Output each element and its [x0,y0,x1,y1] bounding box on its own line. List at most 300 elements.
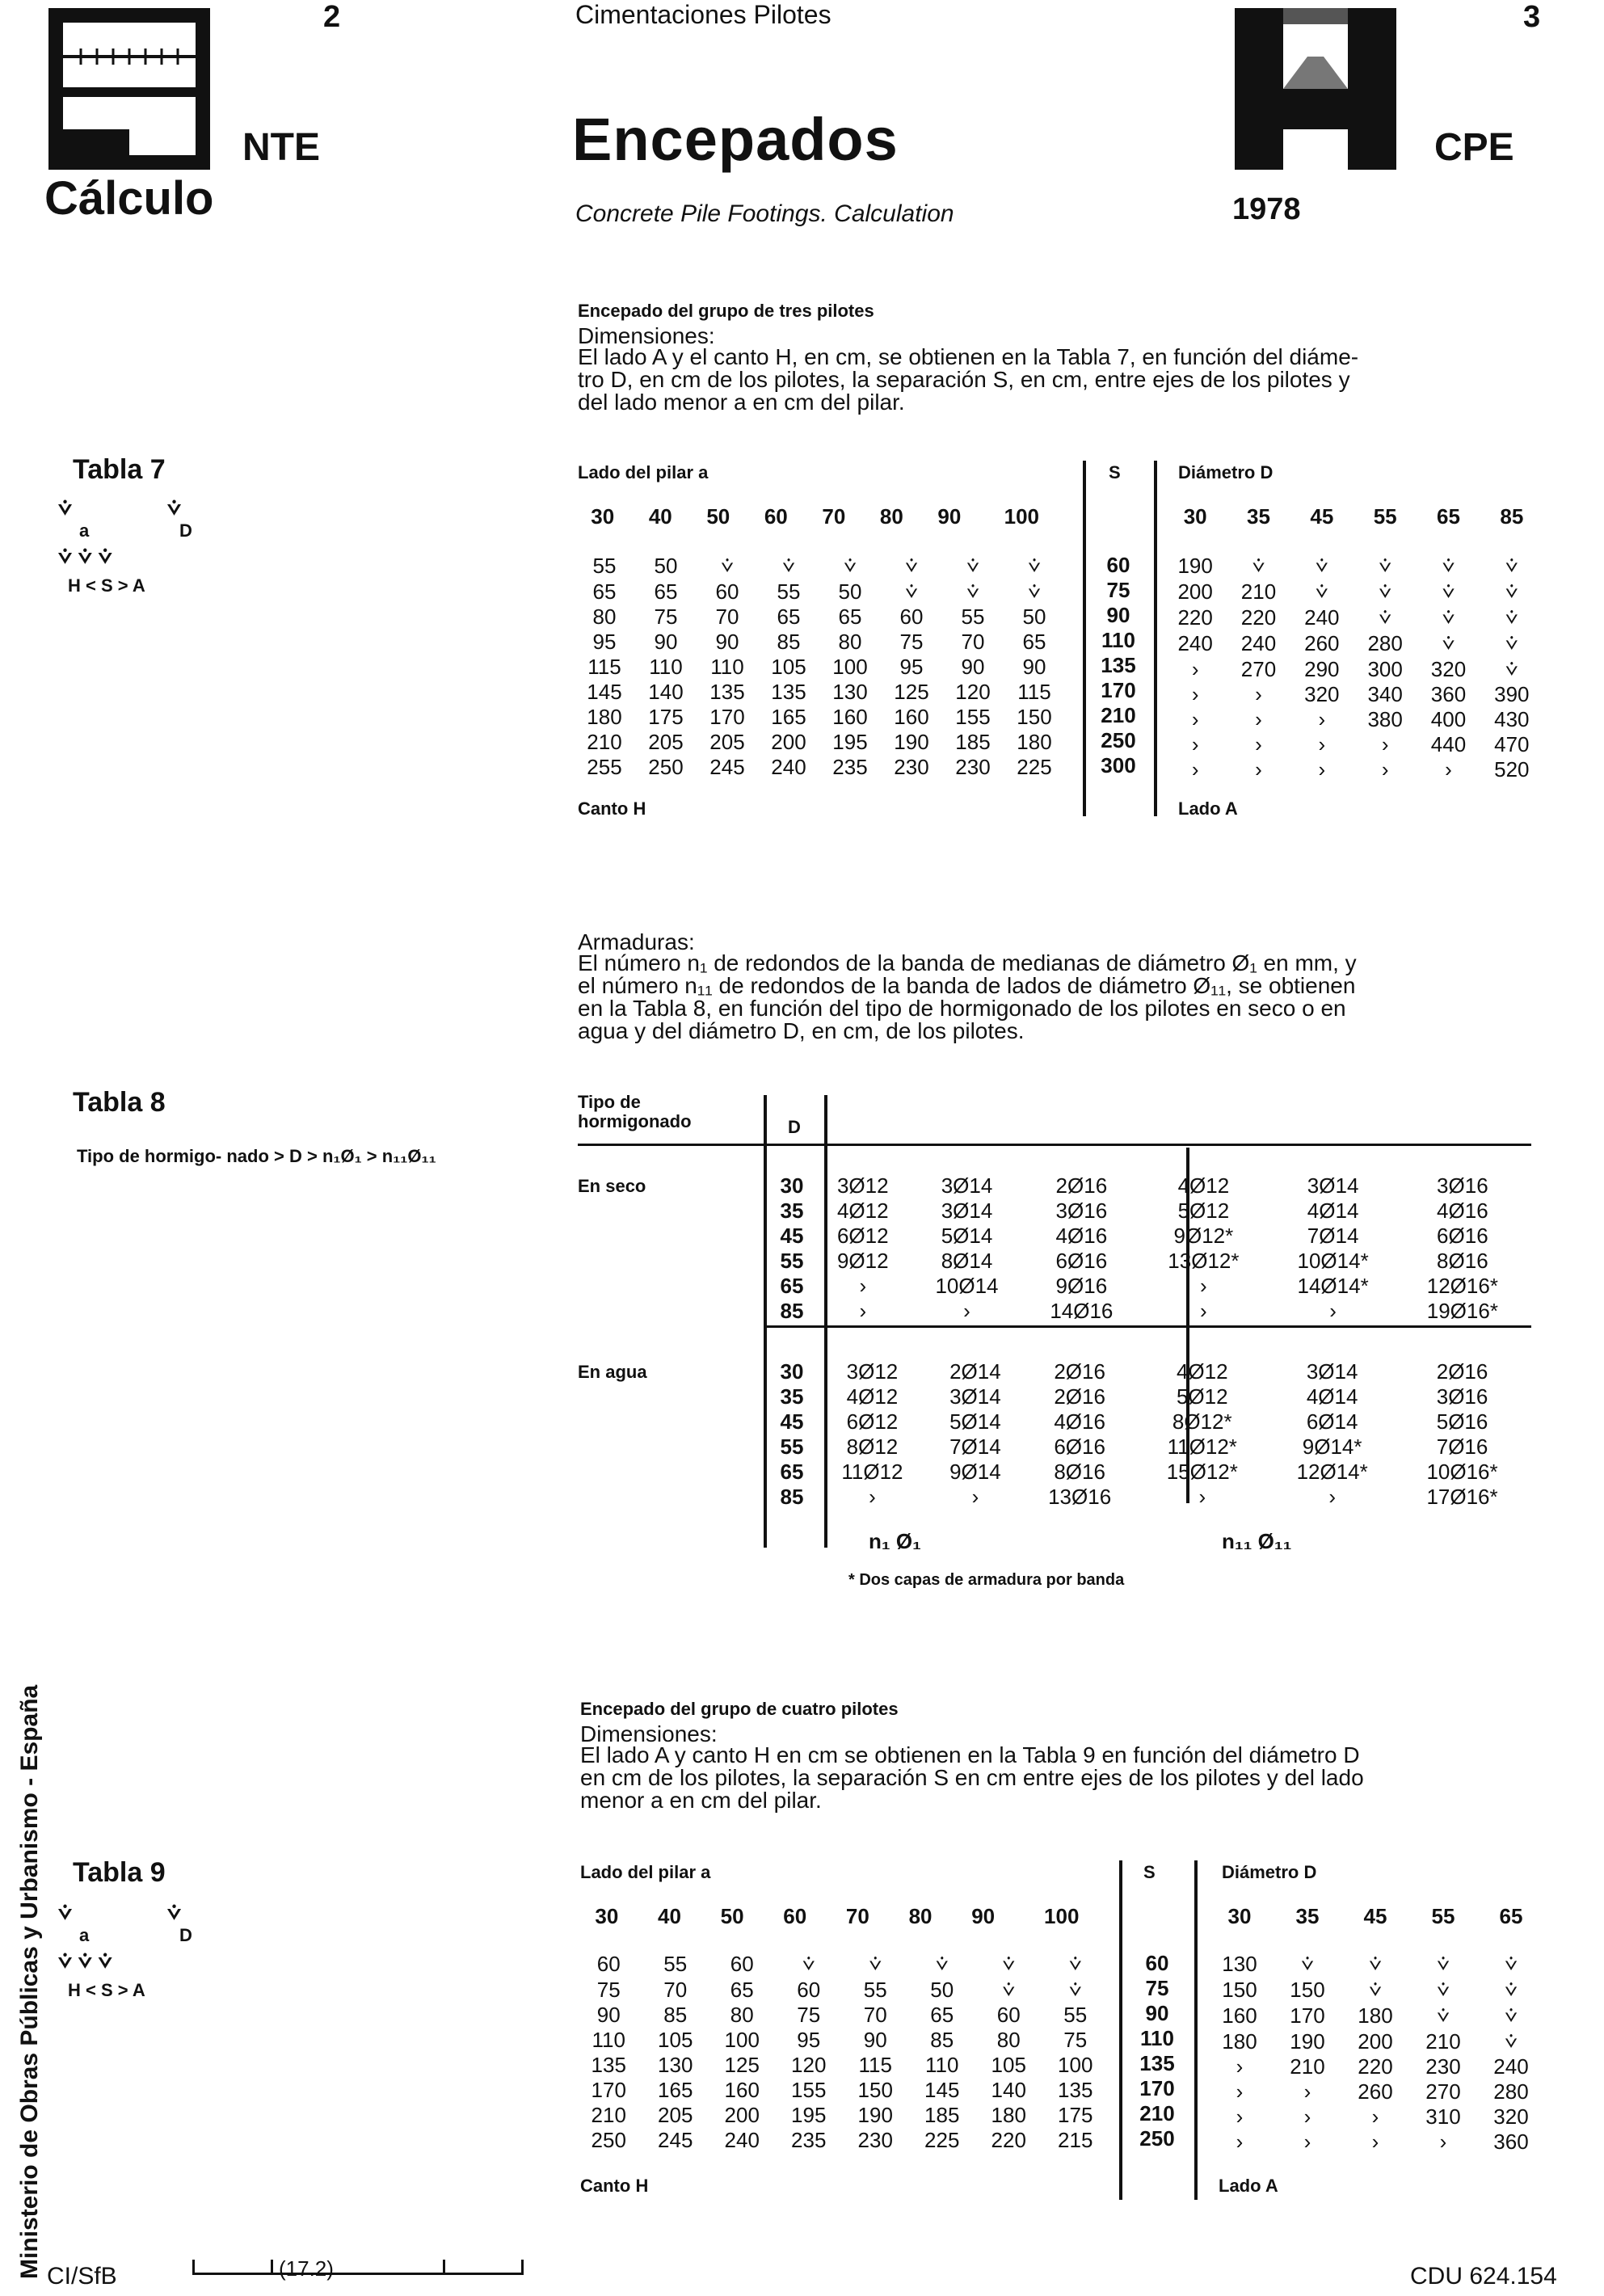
tabla-9-lado-a [1206,1951,1545,2155]
table-row [1206,1977,1545,2003]
table-row [575,1977,1109,2003]
lado-a-cell: ⩒ [1505,1977,1518,2001]
lado-a-cell: › [1191,732,1199,756]
tabla-8-foot-n1: n₁ Ø₁ [869,1529,921,1553]
canto-h-cell: 95 [592,630,617,654]
canto-h-cell: 140 [991,2078,1026,2102]
canto-h-cell: 75 [899,630,924,654]
lado-a-cell: › [1236,2054,1244,2079]
table-row [1086,553,1151,578]
s-value-cell: 170 [1139,2076,1175,2100]
reinforcement-cell: 4Ø16 [1054,1409,1105,1434]
canto-h-cell: ⩒ [905,579,918,603]
table-row [575,2003,1109,2028]
canto-h-cell: 55 [663,1951,688,1976]
lado-a-cell: ⩒ [1379,553,1392,577]
lado-a-cell: ⩒ [1505,1951,1518,1975]
canto-h-cell: 220 [991,2128,1026,2152]
cpe-logo [1235,8,1396,170]
s-value-cell: 170 [1101,678,1136,702]
reinforcement-cell: 10Ø14* [1297,1249,1369,1273]
canto-h-cell: 185 [924,2103,960,2127]
table-row [1086,753,1151,778]
table-row [574,553,1065,579]
lado-a-cell: 210 [1290,2054,1325,2079]
reinforcement-cell: 3Ø14 [941,1173,993,1198]
reinforcement-cell: 5Ø14 [941,1224,993,1248]
canto-h-cell: ⩒ [966,553,979,577]
lado-a-cell: › [1439,2130,1447,2154]
table-row [1164,553,1543,579]
table-row [574,755,1065,780]
lado-a-cell: 260 [1358,2079,1393,2104]
canto-h-cell: 205 [648,730,684,754]
page-number-right: 3 [1523,0,1541,34]
tabla-8-rule-top [578,1144,1531,1146]
canto-h-cell: 120 [955,680,991,704]
table-row [574,630,1065,655]
reinforcement-cell: 4Ø16 [1055,1224,1108,1248]
canto-h-cell: 110 [592,2028,625,2052]
canto-h-cell: 60 [715,579,739,604]
reinforcement-cell: 3Ø16 [1055,1199,1108,1223]
reinforcement-cell: 13Ø16 [1048,1485,1112,1509]
canto-h-cell: 125 [894,680,929,704]
canto-h-cell: 110 [710,655,744,679]
table-row [768,1199,1527,1224]
lado-a-cell: ⩒ [1437,1977,1450,2001]
lado-a-cell: › [1255,732,1262,756]
section-four-piles-title: Encepado del grupo de cuatro pilotes [580,1699,899,1719]
lado-a-cell: 150 [1290,1977,1325,2002]
lado-a-cell: 340 [1367,682,1403,706]
lado-a-cell: ⩒ [1505,2028,1518,2053]
lado-a-cell: ⩒ [1379,579,1392,603]
canto-h-cell: 60 [899,605,924,629]
canto-h-cell: 50 [1022,605,1046,629]
canto-h-cell: 105 [991,2053,1026,2077]
cisfb-tick-4 [521,2260,524,2274]
lado-a-cell: ⩒ [1442,579,1455,603]
canto-h-cell: 65 [654,579,678,604]
reinforcement-cell: › [963,1299,970,1323]
reinforcement-cell: 2Ø16 [1055,1173,1108,1198]
lado-a-cell: 240 [1493,2054,1529,2079]
lado-a-cell: 270 [1240,656,1277,681]
reinforcement-cell: 9Ø14* [1302,1434,1362,1459]
tabla-7-s-values [1086,553,1151,778]
reinforcement-cell: 8Ø14 [941,1249,993,1273]
tabla-8-note: * Dos capas de armadura por banda [848,1571,1125,1589]
table-row [574,730,1065,755]
lado-a-cell: 190 [1290,2028,1325,2054]
tabla-7-foot-h: Canto H [578,798,646,819]
s-value-cell: 135 [1101,653,1136,677]
canto-h-cell: 65 [1022,630,1046,654]
reinforcement-cell: 3Ø12 [836,1173,889,1198]
lado-a-cell: › [1318,732,1326,756]
table-row [1086,603,1151,628]
canto-h-cell: 125 [724,2053,760,2077]
tabla-8-seco-label: En seco [578,1176,646,1196]
lado-a-cell: › [1303,2104,1311,2129]
canto-h-cell: 150 [857,2078,893,2102]
armaduras-label: Armaduras: [578,929,695,954]
canto-h-cell: 230 [894,755,929,779]
tabla-7-head-s: S [1109,462,1121,482]
nte-code: NTE [242,126,320,169]
s-value-cell: 300 [1101,753,1136,777]
canto-h-cell: 170 [591,2078,626,2102]
reinforcement-cell: › [1200,1299,1207,1323]
tabla-9-divider-right [1194,1860,1198,2200]
lado-a-cell: 520 [1494,757,1530,781]
table-row [1206,2104,1545,2130]
table-row [1164,682,1543,707]
table-row [1206,2054,1545,2079]
lado-a-cell: › [1236,2130,1244,2154]
lado-a-cell: 190 [1177,553,1213,578]
lado-a-cell: 270 [1425,2079,1461,2104]
lado-a-cell: 210 [1425,2028,1461,2054]
armaduras-text: El número n₁ de redondos de la banda de medianas de diámetro Ø₁ en mm, y el número n₁₁ de redondos de la banda de lados de diámetro Ø₁₁, se obtienen en la Tabla 8, en función del tipo de hormigonado de los pilotes en seco o en agua y del diámetro D, en cm, de los pilotes. [578,950,1357,1043]
table-row [1206,2028,1545,2054]
canto-h-cell: 65 [730,1977,754,2002]
canto-h-cell: 60 [730,1951,754,1976]
canto-h-cell: ⩒ [1028,579,1041,603]
canto-h-cell: 50 [654,553,678,578]
canto-h-cell: 55 [961,605,985,629]
canto-h-cell: ⩒ [1068,1951,1082,1975]
s-value-cell: 250 [1101,728,1136,752]
lado-a-cell: ⩒ [1442,553,1455,577]
section-three-piles-title: Encepado del grupo de tres pilotes [578,301,874,321]
canto-h-cell: 185 [955,730,991,754]
canto-h-cell: 55 [863,1977,887,2002]
tabla-7-head-diam: Diámetro D [1178,462,1274,482]
reinforcement-cell: › [1198,1485,1206,1509]
canto-h-cell: 90 [596,2003,621,2027]
lado-a-cell: › [1191,682,1199,706]
reinforcement-cell: 8Ø12* [1172,1409,1232,1434]
table-row [1164,732,1543,757]
canto-h-cell: 140 [648,680,684,704]
lado-a-cell: › [1191,757,1199,781]
lado-a-cell: 130 [1222,1951,1257,1976]
calculo-label: Cálculo [44,172,214,225]
reinforcement-cell: 5Ø16 [1436,1409,1488,1434]
tabla-8-rule-mid [764,1325,1531,1328]
canto-h-cell: 135 [591,2053,626,2077]
tabla-9-foot-a: Lado A [1219,2176,1278,2196]
canto-h-cell: 200 [771,730,806,754]
canto-h-cell: 70 [863,2003,887,2027]
reinforcement-cell: 19Ø16* [1426,1299,1498,1323]
table-row [575,1951,1109,1977]
table-row [575,2128,1109,2153]
canto-h-cell: 105 [771,655,806,679]
lado-a-cell: › [1236,2079,1244,2104]
reinforcement-cell: 6Ø16 [1055,1249,1108,1273]
reinforcement-cell: › [971,1485,979,1509]
lado-a-cell: 470 [1494,732,1530,756]
s-value-cell: 60 [1145,1951,1169,1975]
canto-h-cell: 75 [596,1977,621,2002]
page-subtitle: Concrete Pile Footings. Calculation [575,200,954,227]
table-row [1164,630,1543,656]
canto-h-cell: 170 [709,705,745,729]
reinforcement-cell: 3Ø14 [1306,1359,1358,1384]
canto-h-cell: 210 [591,2103,626,2127]
table-row [575,2053,1109,2078]
canto-h-cell: ⩒ [869,1951,882,1975]
table-row [768,1249,1527,1274]
tabla-9-head-diam: Diámetro D [1222,1862,1317,1882]
canto-h-cell: ⩒ [844,553,857,577]
canto-h-cell: 75 [797,2003,821,2027]
canto-h-cell: 100 [1058,2053,1093,2077]
canto-h-cell: 95 [797,2028,821,2052]
reinforcement-cell: 14Ø16 [1050,1299,1114,1323]
category: Cimentaciones Pilotes [575,0,831,29]
lado-a-cell: 320 [1493,2104,1529,2129]
tabla-8-head-d: D [788,1117,801,1137]
s-value-cell: 75 [1145,1976,1169,2000]
canto-h-cell: 245 [709,755,745,779]
canto-h-cell: 65 [838,605,862,629]
canto-h-cell: 135 [771,680,806,704]
s-value-cell: 60 [1106,553,1130,577]
lado-a-cell: 360 [1430,682,1467,706]
reinforcement-cell: 4Ø14 [1306,1384,1358,1409]
lado-a-cell: › [1445,757,1452,781]
table-row [1125,2126,1189,2151]
tabla-8-diagram: Tipo de hormigo- nado > D > n₁Ø₁ > n₁₁Ø₁₁ [77,1146,436,1166]
table-row [1125,2001,1189,2026]
canto-h-cell: 90 [715,630,739,654]
canto-h-cell: 70 [663,1977,688,2002]
canto-h-cell: 225 [924,2128,960,2152]
lado-a-cell: ⩒ [1505,2003,1518,2027]
canto-h-cell: 250 [648,755,684,779]
table-row [1164,579,1543,605]
reinforcement-cell: 3Ø16 [1437,1173,1488,1198]
reinforcement-cell: 4Ø14 [1307,1199,1359,1223]
canto-h-cell: 115 [858,2053,892,2077]
lado-a-cell: › [1371,2130,1379,2154]
table-row [1086,678,1151,703]
reinforcement-cell: 9Ø12 [836,1249,889,1273]
lado-a-cell: 220 [1240,605,1277,630]
nte-logo [48,8,210,170]
tabla-7-canto-h [574,553,1065,780]
reinforcement-cell: 3Ø16 [1436,1384,1488,1409]
canto-h-cell: 80 [730,2003,754,2027]
tabla-9-foot-h: Canto H [580,2176,649,2196]
canto-h-cell: 60 [797,1977,821,2002]
canto-h-cell: 150 [1017,705,1052,729]
canto-h-cell: 165 [771,705,806,729]
reinforcement-cell: 85 [780,1485,804,1509]
reinforcement-cell: › [869,1485,876,1509]
lado-a-cell: 320 [1430,656,1467,681]
table-row [1164,757,1543,782]
reinforcement-cell: › [1328,1485,1336,1509]
canto-h-cell: ⩒ [721,553,734,577]
reinforcement-cell: 2Ø16 [1054,1359,1105,1384]
reinforcement-cell: 8Ø16 [1437,1249,1488,1273]
canto-h-cell: 245 [658,2128,693,2152]
lado-a-cell: › [1303,2130,1311,2154]
table-row [1086,728,1151,753]
tabla-7-foot-a: Lado A [1178,798,1238,819]
canto-h-cell: 160 [832,705,868,729]
table-row [574,655,1065,680]
canto-h-cell: 175 [1058,2103,1093,2127]
lado-a-cell: 310 [1425,2104,1461,2129]
lado-a-cell: 360 [1493,2130,1529,2154]
reinforcement-cell: 15Ø12* [1166,1460,1238,1484]
table-row [768,1224,1527,1249]
canto-h-cell: 175 [648,705,684,729]
canto-h-cell: 190 [894,730,929,754]
lado-a-cell: 180 [1222,2028,1257,2054]
canto-h-cell: 160 [894,705,929,729]
canto-h-cell: 55 [592,553,617,578]
table-row [1125,1976,1189,2001]
canto-h-cell: 190 [857,2103,893,2127]
table-row [575,2028,1109,2053]
canto-h-cell: 60 [996,2003,1021,2027]
table-row [1086,653,1151,678]
canto-h-cell: 90 [1022,655,1046,679]
canto-h-cell: 80 [592,605,617,629]
lado-a-cell: 240 [1304,605,1340,630]
canto-h-cell: ⩒ [935,1951,949,1975]
lado-a-cell: 300 [1367,656,1403,681]
canto-h-cell: 75 [654,605,678,629]
canto-h-cell: 230 [857,2128,893,2152]
tabla-7-lado-a [1164,553,1543,782]
reinforcement-cell: 9Ø14 [949,1460,1001,1484]
canto-h-cell: ⩒ [1068,1977,1082,2001]
table-row [1206,2079,1545,2104]
reinforcement-cell: 9Ø12* [1173,1224,1234,1248]
table-row [574,605,1065,630]
table-row [575,2103,1109,2128]
s-value-cell: 110 [1140,2026,1174,2050]
canto-h-cell: ⩒ [1002,1977,1016,2001]
reinforcement-cell: 30 [780,1173,804,1198]
tabla-9-label: Tabla 9 [73,1857,166,1888]
s-value-cell: 135 [1139,2051,1175,2075]
reinforcement-cell: 4Ø16 [1437,1199,1488,1223]
lado-a-cell: › [1255,757,1262,781]
reinforcement-cell: 5Ø12 [1176,1384,1228,1409]
canto-h-cell: 85 [930,2028,954,2052]
table-row [1206,2003,1545,2028]
reinforcement-cell: 45 [780,1224,804,1248]
table-row [1086,628,1151,653]
lado-a-cell: 160 [1222,2003,1257,2028]
canto-h-cell: 180 [587,705,622,729]
reinforcement-cell: 6Ø12 [846,1409,899,1434]
reinforcement-cell: 6Ø16 [1437,1224,1488,1248]
canto-h-cell: 90 [863,2028,887,2052]
reinforcement-cell: 3Ø14 [1307,1173,1359,1198]
canto-h-cell: 215 [1058,2128,1093,2152]
reinforcement-cell: 7Ø14 [949,1434,1001,1459]
lado-a-cell: ⩒ [1252,553,1265,577]
tabla-9-cols-d: 30 35 45 55 65 [1227,1904,1523,1928]
canto-h-cell: 135 [1058,2078,1093,2102]
canto-h-cell: ⩒ [782,553,795,577]
canto-h-cell: 240 [724,2128,760,2152]
reinforcement-cell: 7Ø16 [1436,1434,1488,1459]
lado-a-cell: 220 [1177,605,1213,630]
page-number-left: 2 [323,0,341,34]
canto-h-cell: 180 [1017,730,1052,754]
reinforcement-cell: 7Ø14 [1307,1224,1359,1248]
tabla-7-divider-right [1154,461,1157,816]
table-row [1125,2051,1189,2076]
canto-h-cell: 130 [832,680,868,704]
tabla-9-s-values [1125,1951,1189,2151]
lado-a-cell: › [1381,732,1389,756]
canto-h-cell: 55 [1063,2003,1088,2027]
reinforcement-cell: › [1329,1299,1337,1323]
canto-h-cell: 50 [838,579,862,604]
lado-a-cell: 280 [1367,630,1403,655]
canto-h-cell: ⩒ [966,579,979,603]
table-row [768,1173,1527,1199]
lado-a-cell: 240 [1240,630,1277,655]
lado-a-cell: 320 [1304,682,1340,706]
table-row [768,1299,1527,1324]
tabla-8-agua [768,1359,1527,1510]
lado-a-cell: ⩒ [1315,553,1328,577]
cisfb-label: CI/SfB [47,2263,117,2290]
reinforcement-cell: 35 [780,1199,804,1223]
canto-h-cell: 65 [777,605,801,629]
canto-h-cell: ⩒ [802,1951,815,1975]
table-row [1125,2026,1189,2051]
canto-h-cell: 110 [649,655,683,679]
reinforcement-cell: 4Ø12 [846,1384,899,1409]
lado-a-cell: ⩒ [1301,1951,1314,1975]
table-row [1206,1951,1545,1977]
canto-h-cell: 120 [791,2053,827,2077]
lado-a-cell: 240 [1177,630,1213,655]
lado-a-cell: ⩒ [1505,605,1518,629]
canto-h-cell: 155 [791,2078,827,2102]
cisfb-tick-1 [192,2260,195,2274]
s-value-cell: 75 [1106,578,1130,602]
tabla-7-label: Tabla 7 [73,454,166,485]
reinforcement-cell: 45 [780,1409,804,1434]
tabla-8-agua-label: En agua [578,1362,647,1382]
reinforcement-cell: 85 [780,1299,804,1323]
tabla-9-canto-h [575,1951,1109,2153]
canto-h-cell: 210 [587,730,622,754]
canto-h-cell: 230 [955,755,991,779]
lado-a-cell: ⩒ [1442,630,1455,655]
dimensions-text: El lado A y el canto H, en cm, se obtienen en la Tabla 7, en función del diáme- tro D, en cm de los pilotes, la separación S, en cm, entre ejes de los pilotes y del lado menor a en cm del pilar. [578,344,1359,415]
tabla-8-label: Tabla 8 [73,1087,166,1118]
lado-a-cell: 400 [1430,707,1467,731]
canto-h-cell: 100 [832,655,868,679]
s-value-cell: 90 [1145,2001,1169,2025]
